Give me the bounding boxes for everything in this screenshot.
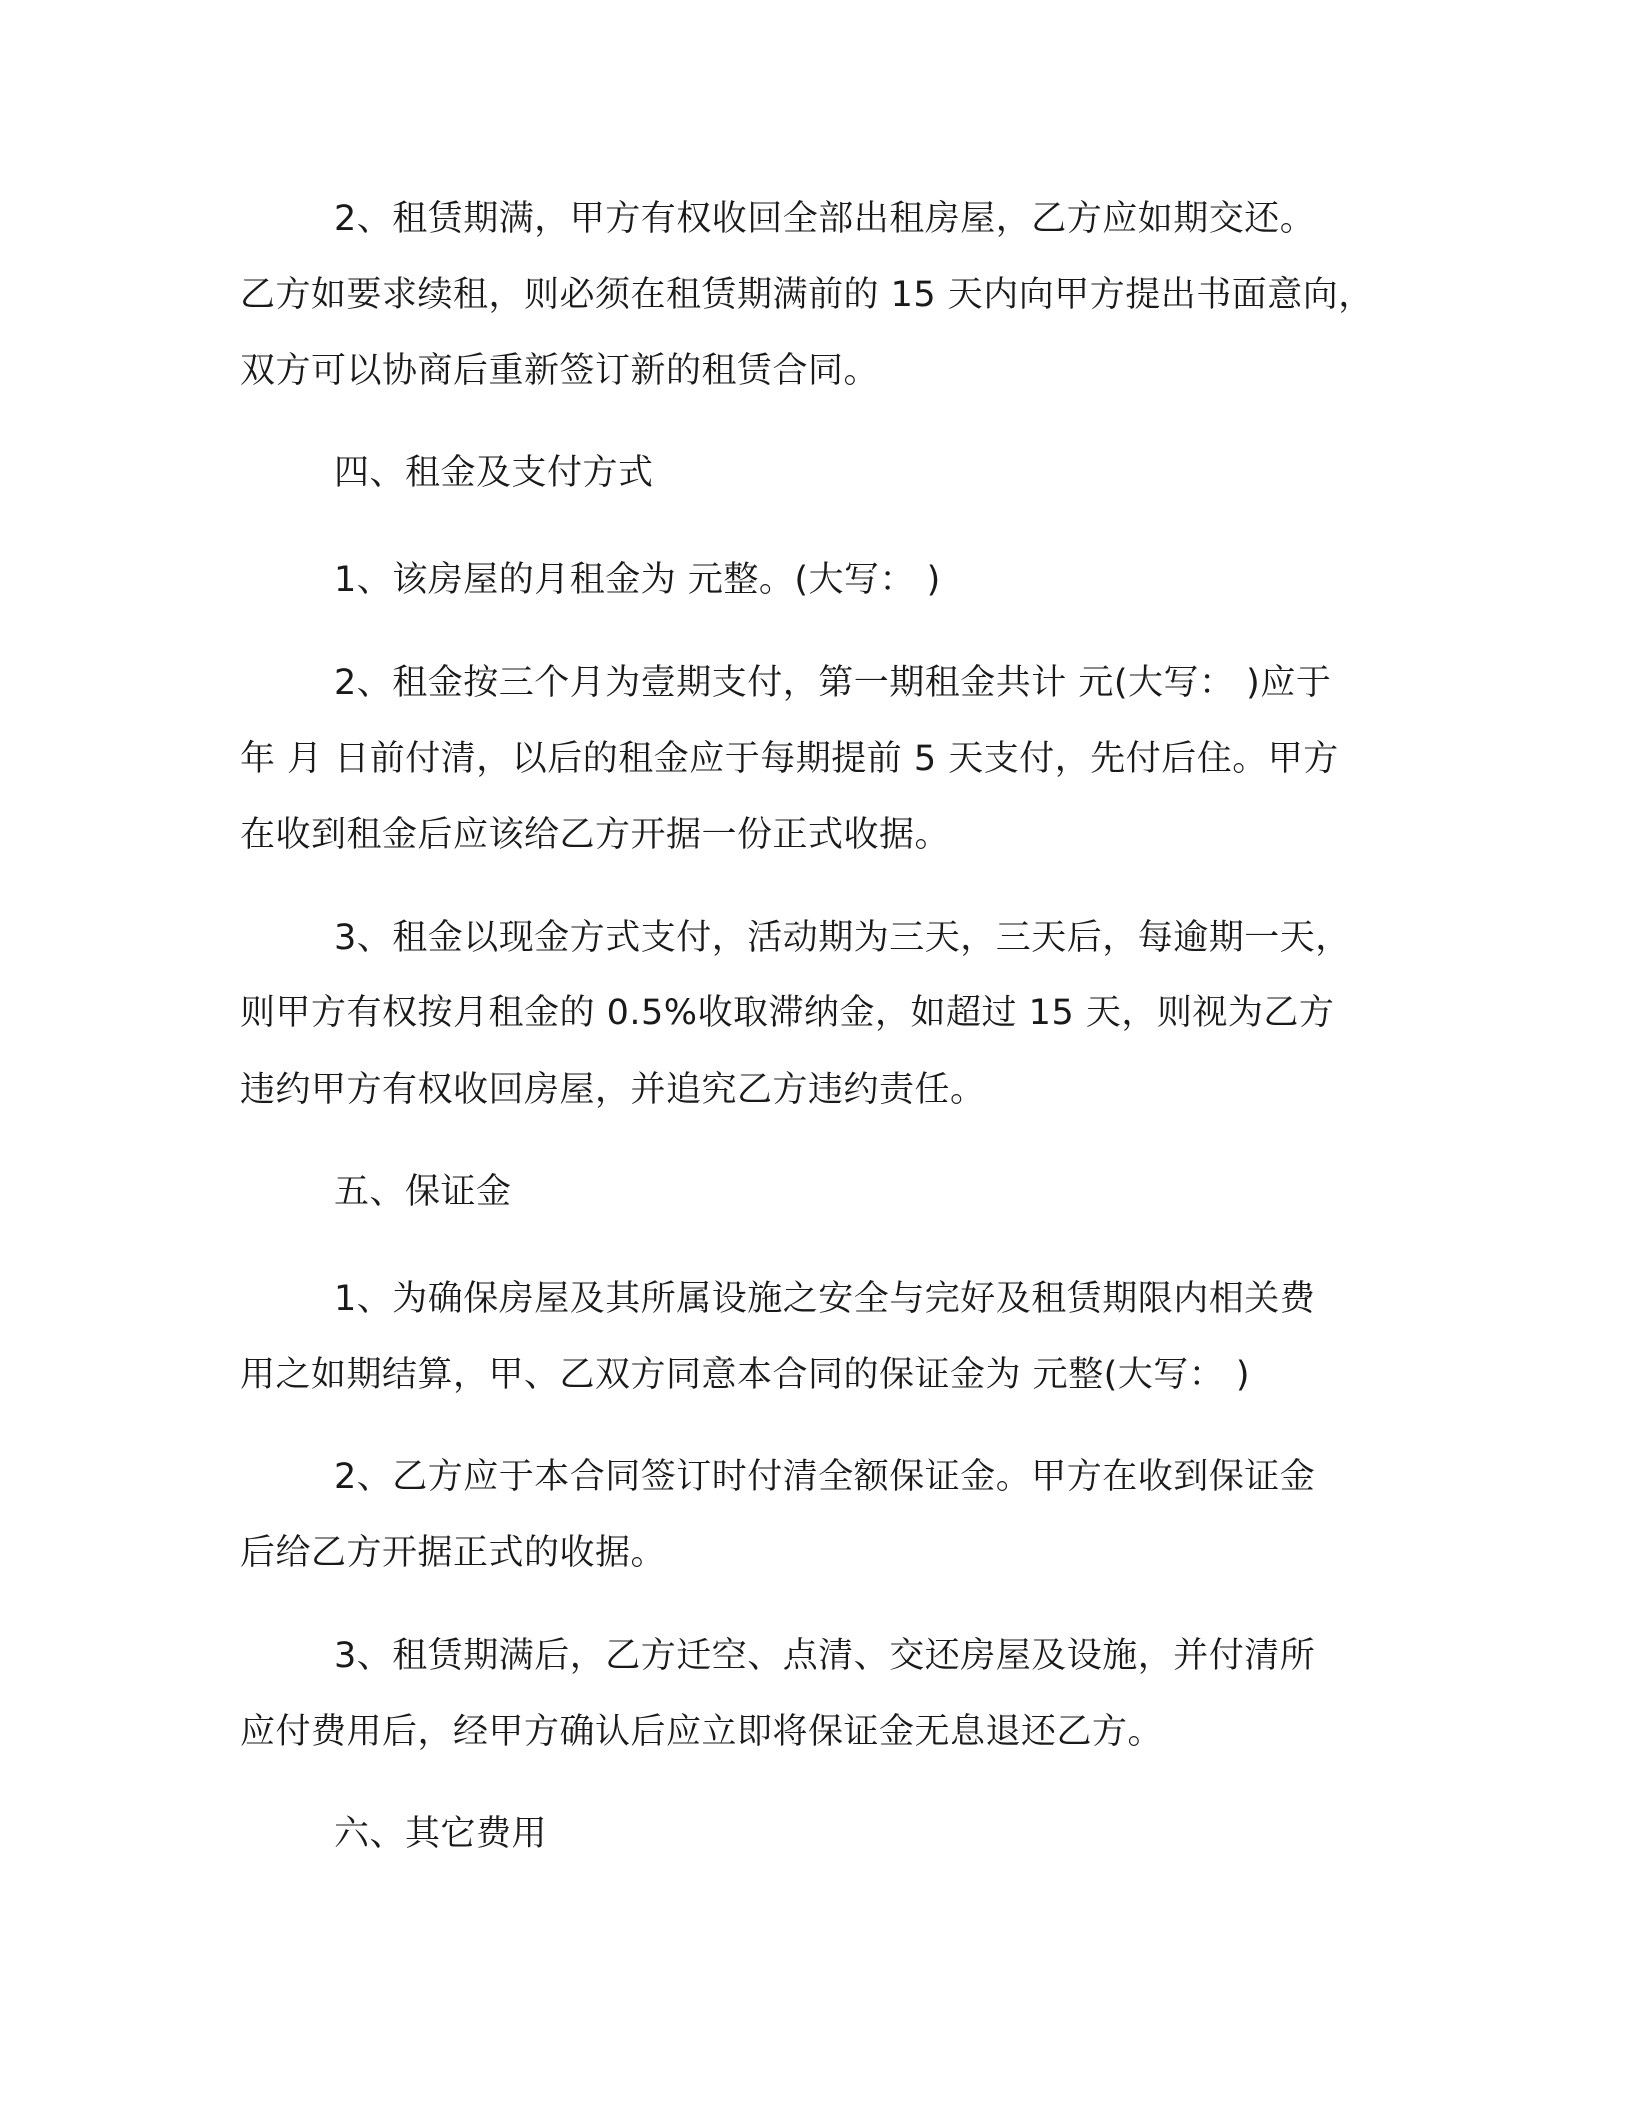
clause-5-2-line-2: 后给乙方开据正式的收据。 bbox=[240, 1533, 667, 1573]
clause-4-3-line-2: 则甲方有权按月租金的 0.5%收取滞纳金，如超过 15 天，则视为乙方 bbox=[240, 993, 1335, 1033]
section-heading-other-fees: 六、其它费用 bbox=[334, 1814, 548, 1854]
clause-3-2-line-2: 乙方如要求续租，则必须在租赁期满前的 15 天内向甲方提出书面意向， bbox=[240, 275, 1374, 315]
clause-3-2-line-3: 双方可以协商后重新签订新的租赁合同。 bbox=[240, 351, 880, 391]
clause-5-1-line-1: 1、为确保房屋及其所属设施之安全与完好及租赁期限内相关费 bbox=[334, 1279, 1316, 1319]
section-heading-rent-payment: 四、租金及支付方式 bbox=[334, 453, 654, 493]
clause-5-2-line-1: 2、乙方应于本合同签订时付清全额保证金。甲方在收到保证金 bbox=[334, 1457, 1316, 1497]
clause-5-1-line-2: 用之如期结算，甲、乙双方同意本合同的保证金为 元整(大写： ) bbox=[240, 1355, 1251, 1395]
clause-4-2-line-2: 年 月 日前付清，以后的租金应于每期提前 5 天支付，先付后住。甲方 bbox=[240, 739, 1339, 779]
clause-4-2-line-3: 在收到租金后应该给乙方开据一份正式收据。 bbox=[240, 815, 951, 855]
section-heading-deposit: 五、保证金 bbox=[334, 1172, 512, 1212]
clause-5-3-line-1: 3、租赁期满后，乙方迁空、点清、交还房屋及设施，并付清所 bbox=[334, 1636, 1316, 1676]
clause-5-3-line-2: 应付费用后，经甲方确认后应立即将保证金无息退还乙方。 bbox=[240, 1712, 1164, 1752]
clause-4-1-line-1: 1、该房屋的月租金为 元整。(大写： ) bbox=[334, 560, 941, 600]
clause-4-3-line-3: 违约甲方有权收回房屋，并追究乙方违约责任。 bbox=[240, 1070, 986, 1110]
clause-3-2-line-1: 2、租赁期满，甲方有权收回全部出租房屋，乙方应如期交还。 bbox=[334, 199, 1316, 239]
clause-4-2-line-1: 2、租金按三个月为壹期支付，第一期租金共计 元(大写： )应于 bbox=[334, 663, 1332, 703]
clause-4-3-line-1: 3、租金以现金方式支付，活动期为三天，三天后，每逾期一天， bbox=[334, 918, 1351, 958]
